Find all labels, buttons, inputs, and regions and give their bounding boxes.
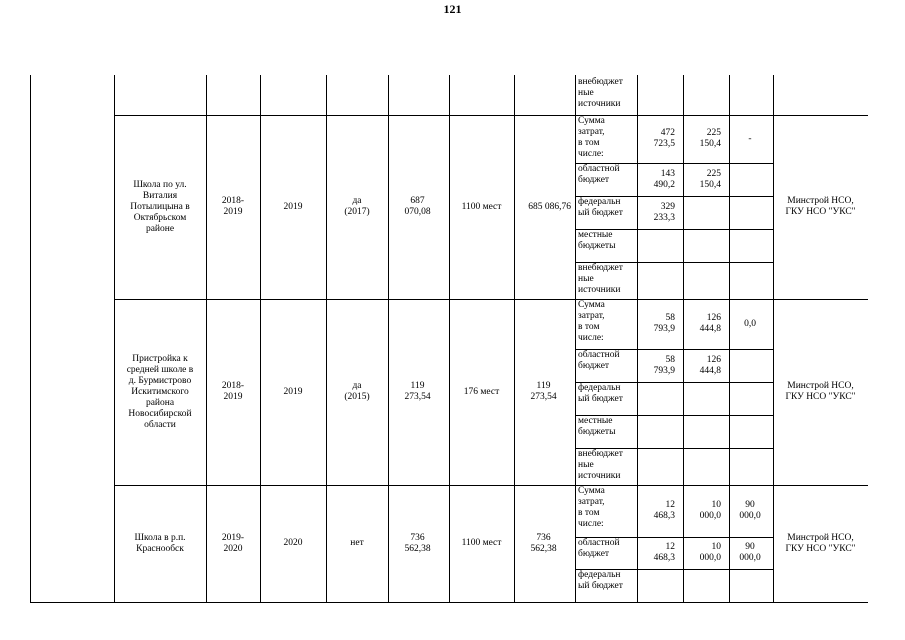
column-divider	[260, 75, 261, 602]
funding-year-3: 0,0	[744, 319, 756, 329]
column-divider	[729, 75, 730, 602]
funding-source-label: Сумма затрат, в том числе:	[578, 116, 605, 159]
funding-year-3: 90 000,0	[739, 500, 761, 521]
funding-source-label: местные бюджеты	[578, 416, 616, 437]
funding-year-2: 126 444,8	[699, 355, 721, 376]
column-divider	[114, 75, 115, 602]
capacity: 1100 мест	[461, 538, 502, 548]
executor: Минстрой НСО, ГКУ НСО "УКС"	[785, 533, 856, 554]
estimated-cost: 687 070,08	[404, 196, 431, 217]
executor: Минстрой НСО, ГКУ НСО "УКС"	[785, 381, 856, 402]
commissioning-year: 2019	[283, 387, 303, 397]
column-divider	[206, 75, 207, 602]
commissioning-year: 2019	[283, 202, 303, 212]
funding-source-label: федеральн ый бюджет	[578, 197, 623, 218]
funding-year-2: 10 000,0	[699, 542, 721, 563]
column-divider	[773, 75, 774, 602]
column-divider	[683, 75, 684, 602]
remaining-cost: 736 562,38	[530, 533, 557, 554]
row-divider	[114, 485, 773, 486]
object-name: Школа в р.п. Краснообск	[134, 533, 186, 554]
funding-source-label: Сумма затрат, в том числе:	[578, 300, 605, 343]
funding-year-1: 12 468,3	[653, 542, 675, 563]
funding-year-1: 143 490,2	[653, 169, 675, 190]
row-divider	[773, 485, 868, 486]
column-divider	[388, 75, 389, 602]
funding-year-3: 90 000,0	[739, 542, 761, 563]
row-divider	[114, 299, 773, 300]
funding-year-1: 12 468,3	[653, 500, 675, 521]
design-documentation: да (2015)	[344, 381, 370, 402]
construction-period: 2019- 2020	[221, 533, 245, 554]
row-divider	[114, 115, 773, 116]
column-divider	[326, 75, 327, 602]
funding-year-1: 329 233,3	[653, 202, 675, 223]
commissioning-year: 2020	[283, 538, 303, 548]
row-divider	[773, 115, 868, 116]
construction-period: 2018- 2019	[221, 196, 245, 217]
page-number: 121	[443, 2, 462, 16]
funding-source-label: внебюджет ные источники	[578, 449, 623, 481]
capacity: 176 мест	[463, 387, 500, 397]
funding-source-label: федеральн ый бюджет	[578, 570, 623, 591]
funding-source-label: внебюджет ные источники	[578, 263, 623, 295]
table-left-border	[30, 75, 31, 602]
design-documentation: да (2017)	[344, 196, 370, 217]
funding-year-2: 126 444,8	[699, 313, 721, 334]
funding-year-3: -	[748, 134, 752, 144]
funding-year-1: 472 723,5	[653, 128, 675, 149]
funding-year-2: 225 150,4	[699, 169, 721, 190]
column-divider	[575, 75, 576, 602]
funding-source-label: местные бюджеты	[578, 230, 616, 251]
remaining-cost: 119 273,54	[530, 381, 557, 402]
funding-year-1: 58 793,9	[653, 313, 675, 334]
funding-source-label: федеральн ый бюджет	[578, 383, 623, 404]
funding-year-2: 10 000,0	[699, 500, 721, 521]
remaining-cost: 685 086,76	[528, 202, 571, 212]
executor: Минстрой НСО, ГКУ НСО "УКС"	[785, 196, 856, 217]
funding-source-label: Сумма затрат, в том числе:	[578, 486, 605, 529]
design-documentation: нет	[350, 538, 364, 548]
object-name: Школа по ул. Виталия Потылицына в Октябрьском районе	[130, 180, 190, 234]
column-divider	[449, 75, 450, 602]
table-bottom-border	[30, 602, 868, 603]
funding-year-2: 225 150,4	[699, 128, 721, 149]
estimated-cost: 119 273,54	[404, 381, 431, 402]
column-divider	[514, 75, 515, 602]
capacity: 1100 мест	[461, 202, 502, 212]
funding-source-label: областной бюджет	[578, 350, 620, 371]
funding-year-1: 58 793,9	[653, 355, 675, 376]
column-divider	[637, 75, 638, 602]
funding-label: внебюджет ные источники	[578, 77, 623, 109]
funding-source-label: областной бюджет	[578, 538, 620, 559]
estimated-cost: 736 562,38	[404, 533, 431, 554]
funding-source-label: областной бюджет	[578, 164, 620, 185]
object-name: Пристройка к средней школе в д. Бурмистрово Искитимского района Новосибирской области	[126, 354, 194, 430]
construction-period: 2018- 2019	[221, 381, 245, 402]
row-divider	[773, 299, 868, 300]
